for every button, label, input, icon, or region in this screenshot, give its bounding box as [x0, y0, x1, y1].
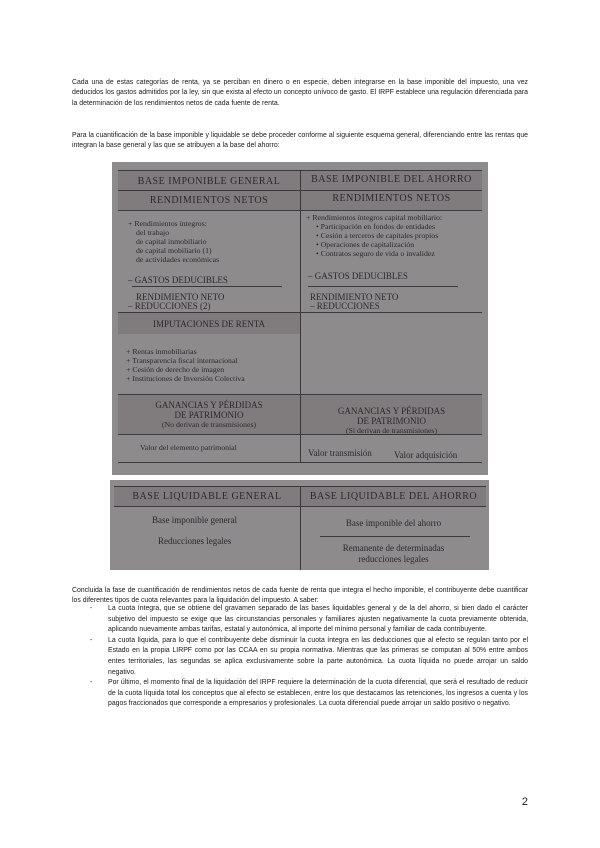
list-item: - La cuota líquida, para lo que el contribuyente debe disminuir la cuota íntegra en las deducciones que al efecto se regulan tanto por el Estado en la propia LIRPF como por las CCAA en su propia normativa. Mientras que las primeras se computan al 50% entre ambos entes territoriales, las segundas se aplica exclusivamente sobre la parte autonómica. La cuota líquida no puede arrojar un saldo negativo. — [90, 636, 528, 676]
reducciones-left: – REDUCCIONES (2) — [128, 301, 211, 311]
list-item: - La cuota íntegra, que se obtiene del gravamen separado de las bases liquidables general y de la del ahorro, si bien dado el carácter subjetivo del impuesto se exige que las circunstancias personales y familiares ajusten negativamente la cuota previamente obtenida, aplicando nuevamente ambas tarifas, estatal y autonómica, al importe del mínimo personal y familiar de cada contribuyente. — [90, 605, 528, 634]
list-marker: - — [90, 605, 93, 612]
list-item: - Por último, el momento final de la liquidación del IRPF requiere la determinación de la cuota diferencial, que será el resultado de reducir de la cuota líquida total los conceptos que al efecto se establecen, entre los que destacamos las retenciones, los ingresos a cuenta y los pagos fraccionados que corresponde a empresarios y profesionales. La cuota diferencial puede arrojar un saldo positivo o negativo. — [90, 679, 528, 708]
scheme-paragraph: Para la cuantificación de la base imponible y liquidable se debe proceder conforme al siguiente esquema general, diferenciando entre las rentas que integran la base general y las que se atribuyen a la base del ahorro: — [72, 131, 528, 150]
ganancias-left-subtitle: DE PATRIMONIO — [174, 410, 244, 420]
rendimiento-neto-right: RENDIMIENTO NETO — [310, 292, 399, 302]
intro-paragraph: Cada una de estas categorías de renta, ya se perciban en dinero o en especie, deben integrarse en la base imponible del impuesto, una vez deducidos los gastos admitidos por la ley, sin que exista al efecto un concepto unívoco de gasto. El IRPF establece una regulación diferenciada para la determinación de los rendimientos netos de cada fuente de renta. — [72, 78, 528, 108]
valor-adquisicion: Valor adquisición — [394, 450, 458, 460]
reducciones-legales-row: Reducciones legales — [158, 536, 232, 546]
left-item-4: de capital mobiliario (1) — [136, 246, 212, 255]
remanente-row: Remanente de determinadas — [342, 543, 445, 553]
list-marker: - — [90, 636, 93, 644]
rendimiento-neto-left: RENDIMIENTO NETO — [136, 292, 225, 302]
imputacion-item-1: + Rentas inmobiliarias — [126, 347, 197, 356]
imputaciones-header: IMPUTACIONES DE RENTA — [152, 319, 266, 329]
ganancias-left-title: GANANCIAS Y PÉRDIDAS — [155, 400, 263, 410]
reducciones-right: – REDUCCIONES — [310, 301, 380, 311]
ganancias-right-title: GANANCIAS Y PÉRDIDAS — [337, 406, 446, 416]
base-liquidable-general-header: BASE LIQUIDABLE GENERAL — [132, 491, 282, 502]
base-imponible-general-header: BASE IMPONIBLE GENERAL — [137, 176, 281, 187]
page-number: 2 — [521, 796, 528, 808]
ganancias-left-note: (No derivan de transmisiones) — [161, 420, 257, 429]
rendimientos-netos-left: RENDIMIENTOS NETOS — [149, 195, 269, 206]
right-item-5: • Contratos seguro de vida o invalidez — [316, 249, 435, 258]
gastos-deducibles-left: – GASTOS DEDUCIBLES — [128, 275, 228, 285]
left-item-5: de actividades económicas — [136, 255, 220, 264]
imputacion-item-3: + Cesión de derecho de imagen — [126, 365, 225, 374]
left-item-1: + Rendimientos íntegros: — [128, 219, 207, 228]
cuotas-paragraph: Concluida la fase de cuantificación de rendimientos netos de cada fuente de renta que integra el hecho imponible, el contribuyente debe cuantificar los diferentes tipos de cuota relevantes para la liquidación del impuesto. A saber: — [72, 586, 528, 605]
right-item-1: + Rendimientos íntegros capital mobiliario: — [306, 213, 443, 222]
base-liquidable-scheme-image — [110, 480, 489, 570]
left-item-3: de capital inmobiliario — [136, 237, 207, 246]
base-imponible-ahorro-header: BASE IMPONIBLE DEL AHORRO — [311, 174, 472, 185]
right-item-3: • Cesión a terceros de capitales propios — [316, 231, 439, 240]
imputacion-item-4: + Instituciones de Inversión Colectiva — [126, 374, 245, 383]
base-imponible-general-row: Base imponible general — [152, 515, 237, 525]
ganancias-right-note: (Sí derivan de transmisiones) — [345, 426, 438, 435]
base-imponible-ahorro-row: Base imponible del ahorro — [345, 518, 442, 528]
rendimientos-netos-right: RENDIMIENTOS NETOS — [332, 193, 451, 204]
ganancias-right-subtitle: DE PATRIMONIO — [357, 416, 426, 426]
base-imponible-scheme-image — [112, 162, 488, 475]
left-item-2: del trabajo — [136, 228, 170, 237]
right-item-2: • Participación en fondos de entidades — [316, 222, 435, 231]
right-item-4: • Operaciones de capitalización — [316, 240, 415, 249]
base-liquidable-ahorro-header: BASE LIQUIDABLE DEL AHORRO — [309, 491, 478, 502]
cuota-list — [72, 604, 528, 710]
gastos-deducibles-right: – GASTOS DEDUCIBLES — [308, 271, 408, 281]
list-marker: - — [90, 679, 93, 687]
valor-elemento-patrimonial: Valor del elemento patrimonial — [140, 443, 237, 452]
valor-transmision: Valor transmisión — [308, 448, 372, 458]
reducciones-legales-right-row: reducciones legales — [358, 554, 429, 564]
imputacion-item-2: + Transparencia fiscal internacional — [126, 356, 238, 365]
